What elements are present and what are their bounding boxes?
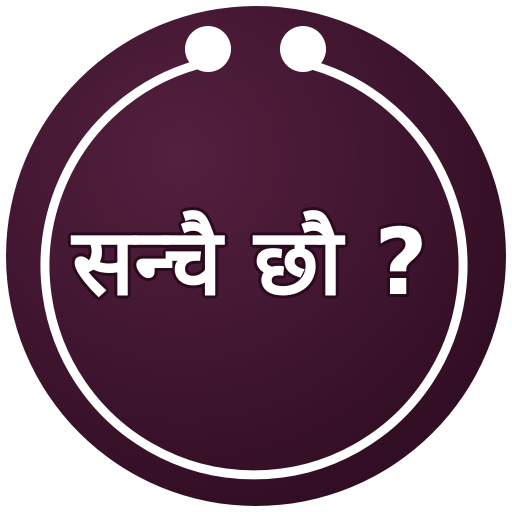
logo-dot-left [185,26,231,72]
logo-greeting-text: सन्चै छौ ? [72,209,428,316]
logo-dot-right [280,26,326,72]
